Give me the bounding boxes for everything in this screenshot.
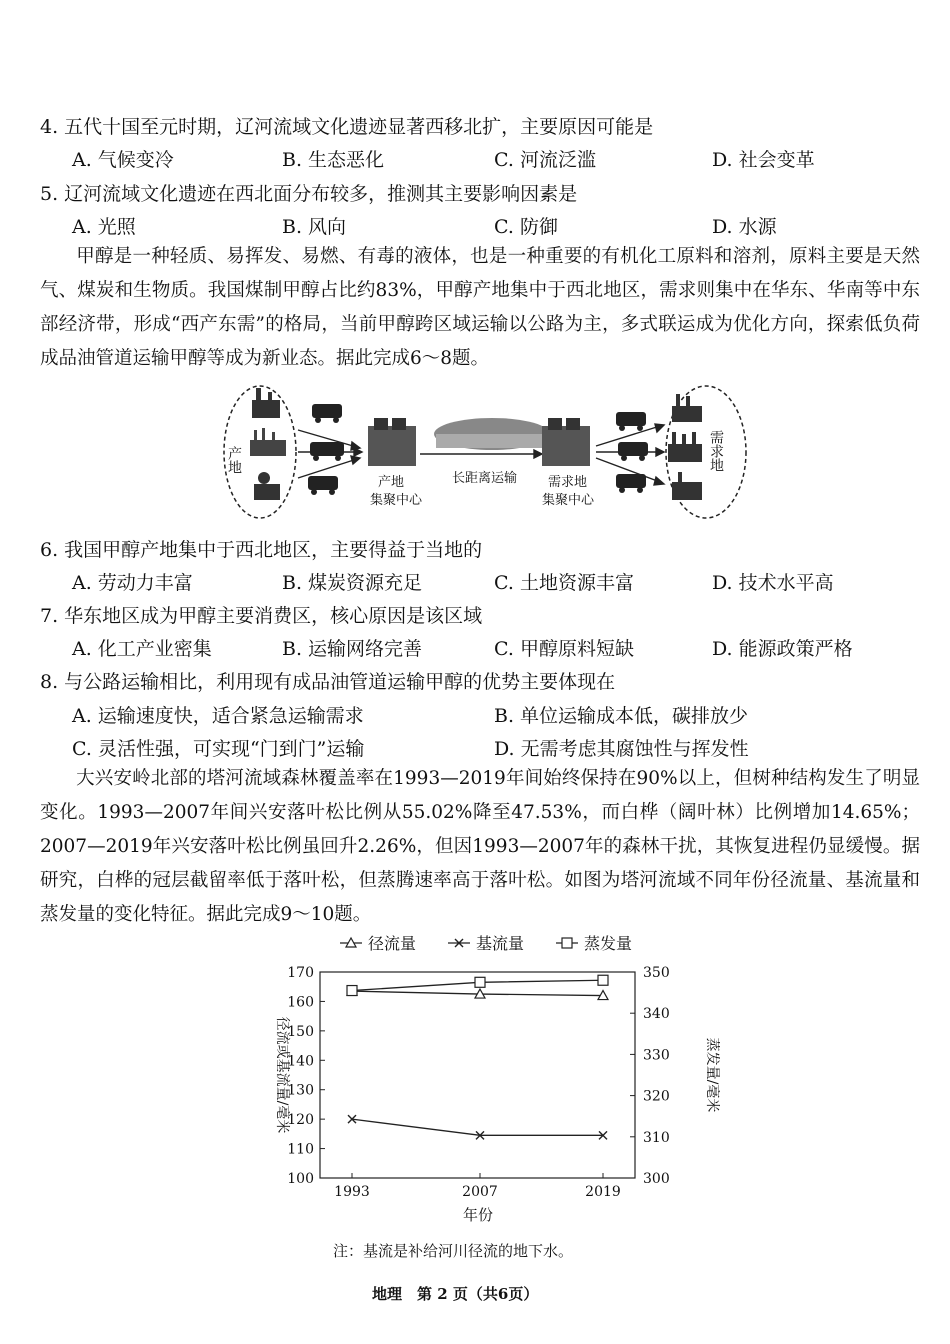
passage-methanol-text: 甲醇是一种轻质、易挥发、易燃、有毒的液体，也是一种重要的有机化工原料和溶剂，原料主要是天然气、煤炭和生物质。我国煤制甲醇占比约83%，甲醇产地集中于西北地区，需求则集中在华东、华南等中东部经济带，形成“西产东需”的格局，当前甲醇跨区域运输以公路为主，多式联运成为优化方向，探索低负荷成品油管道运输甲醇等成为新业态。据此完成6～8题。 (40, 246, 920, 369)
y-tick-label-right: 330 (643, 1047, 670, 1064)
x-tick-label: 1993 (334, 1184, 370, 1200)
legend-label: 基流量 (476, 934, 525, 953)
y-tick-label-right: 340 (643, 1006, 670, 1023)
passage-tahe-text: 大兴安岭北部的塔河流域森林覆盖率在1993—2019年间始终保持在90%以上，但树种结构发生了明显变化。1993—2007年间兴安落叶松比例从55.02%降至47.53%，而白桦（阔叶林）比例增加14.65%；2007—2019年兴安落叶松比例虽回升2.26%，但因1993—2007年的森林干扰，其恢复进程仍显缓慢。据研究，白桦的冠层截留率低于落叶松，但蒸腾速率高于落叶松。如图为塔河流域不同年份径流量、基流量和蒸发量的变化特征。据此完成9～10题。 (40, 768, 920, 925)
q6-option-d: D. 技术水平高 (712, 572, 834, 594)
origin-hub-icon (368, 418, 416, 466)
x-axis (334, 1173, 621, 1200)
right-axis (630, 965, 670, 1187)
y-axis-right-title: 蒸发量/毫米 (704, 1037, 720, 1113)
point-square-marker (598, 975, 608, 985)
q8-option-d: D. 无需考虑其腐蚀性与挥发性 (494, 738, 749, 760)
left-axis (287, 965, 325, 1187)
q6-option-b: B. 煤炭资源充足 (282, 572, 423, 594)
question-6-stem: 6. 我国甲醇产地集中于西北地区，主要得益于当地的 (40, 539, 483, 561)
y-tick-label-left: 120 (287, 1112, 314, 1129)
q4-option-a: A. 气候变冷 (72, 149, 174, 171)
q6-option-a: A. 劳动力丰富 (72, 572, 193, 594)
q7-option-a: A. 化工产业密集 (72, 638, 212, 660)
q7-option-d: D. 能源政策严格 (712, 638, 853, 660)
series-layer (347, 975, 608, 1139)
methanol-transport-diagram (220, 382, 760, 522)
passage-methanol (40, 240, 920, 376)
q7-option-b: B. 运输网络完善 (282, 638, 423, 660)
origin-label: 产地 (226, 446, 242, 474)
truck-icon (312, 404, 342, 423)
legend-label: 径流量 (368, 934, 417, 953)
q8-option-a: A. 运输速度快，适合紧急运输需求 (72, 705, 364, 727)
factory-icon (672, 472, 702, 500)
q5-option-d: D. 水源 (712, 216, 777, 238)
y-tick-label-left: 110 (287, 1141, 314, 1158)
q8-option-b: B. 单位运输成本低，碳排放少 (494, 705, 749, 727)
q6-option-c: C. 土地资源丰富 (494, 572, 634, 594)
legend-label: 蒸发量 (584, 934, 633, 953)
x-axis-title: 年份 (462, 1206, 494, 1224)
point-square-marker (347, 986, 357, 996)
arrow-long-haul (420, 450, 542, 458)
truck-icon (308, 476, 338, 495)
q8-option-c: C. 灵活性强，可实现“门到门”运输 (72, 738, 365, 760)
q4-option-c: C. 河流泛滥 (494, 149, 596, 171)
y-tick-label-left: 170 (287, 965, 314, 981)
y-tick-label-right: 320 (643, 1088, 670, 1105)
y-tick-label-left: 160 (287, 994, 314, 1011)
y-tick-label-right: 310 (643, 1129, 670, 1146)
chart-legend (340, 934, 632, 953)
origin-hub-label-2: 集聚中心 (370, 493, 423, 508)
truck-icon (616, 474, 646, 493)
q4-option-b: B. 生态恶化 (282, 149, 385, 171)
chart-note: 注：基流是补给河川径流的地下水。 (333, 1242, 574, 1260)
question-5-stem: 5. 辽河流域文化遗迹在西北面分布较多，推测其主要影响因素是 (40, 183, 578, 205)
factory-icon (672, 394, 702, 422)
refinery-icon (250, 428, 286, 456)
truck-icon (618, 442, 648, 461)
x-tick-label: 2019 (585, 1184, 621, 1200)
y-tick-label-right: 300 (643, 1171, 670, 1187)
y-tick-label-left: 140 (287, 1053, 314, 1070)
q5-option-b: B. 风向 (282, 216, 347, 238)
y-tick-label-right: 350 (643, 965, 670, 981)
q5-option-a: A. 光照 (72, 216, 136, 238)
q4-option-d: D. 社会变革 (712, 149, 815, 171)
passage-tahe-basin (40, 762, 920, 932)
y-tick-label-left: 150 (287, 1023, 314, 1040)
point-square-marker (562, 938, 572, 948)
question-7-stem: 7. 华东地区成为甲醇主要消费区，核心原因是该区域 (40, 605, 483, 627)
page-footer: 地理 第 2 页（共6页） (372, 1285, 539, 1303)
point-square-marker (475, 977, 485, 987)
y-tick-label-left: 130 (287, 1082, 314, 1099)
factory-icon (668, 432, 702, 462)
q7-option-c: C. 甲醇原料短缺 (494, 638, 634, 660)
plant-icon (254, 472, 280, 500)
demand-label: 需求地 (708, 430, 724, 472)
demand-hub-label-1: 需求地 (548, 475, 588, 490)
y-tick-label-left: 100 (287, 1171, 314, 1187)
plot-frame (320, 972, 635, 1178)
x-tick-label: 2007 (462, 1184, 498, 1200)
demand-hub-label-2: 集聚中心 (542, 493, 595, 508)
question-8-stem: 8. 与公路运输相比，利用现有成品油管道运输甲醇的优势主要体现在 (40, 671, 616, 693)
y-axis-left-title: 径流或基流量/毫米 (274, 1016, 290, 1134)
runoff-chart (260, 928, 720, 1228)
truck-icon (616, 412, 646, 431)
q5-option-c: C. 防御 (494, 216, 558, 238)
long-haul-label: 长距离运输 (452, 471, 518, 486)
question-4-stem: 4. 五代十国至元时期，辽河流域文化遗迹显著西移北扩，主要原因可能是 (40, 116, 654, 138)
pipeline-icon (434, 418, 550, 450)
origin-hub-label-1: 产地 (378, 475, 405, 490)
demand-hub-icon (542, 418, 590, 466)
